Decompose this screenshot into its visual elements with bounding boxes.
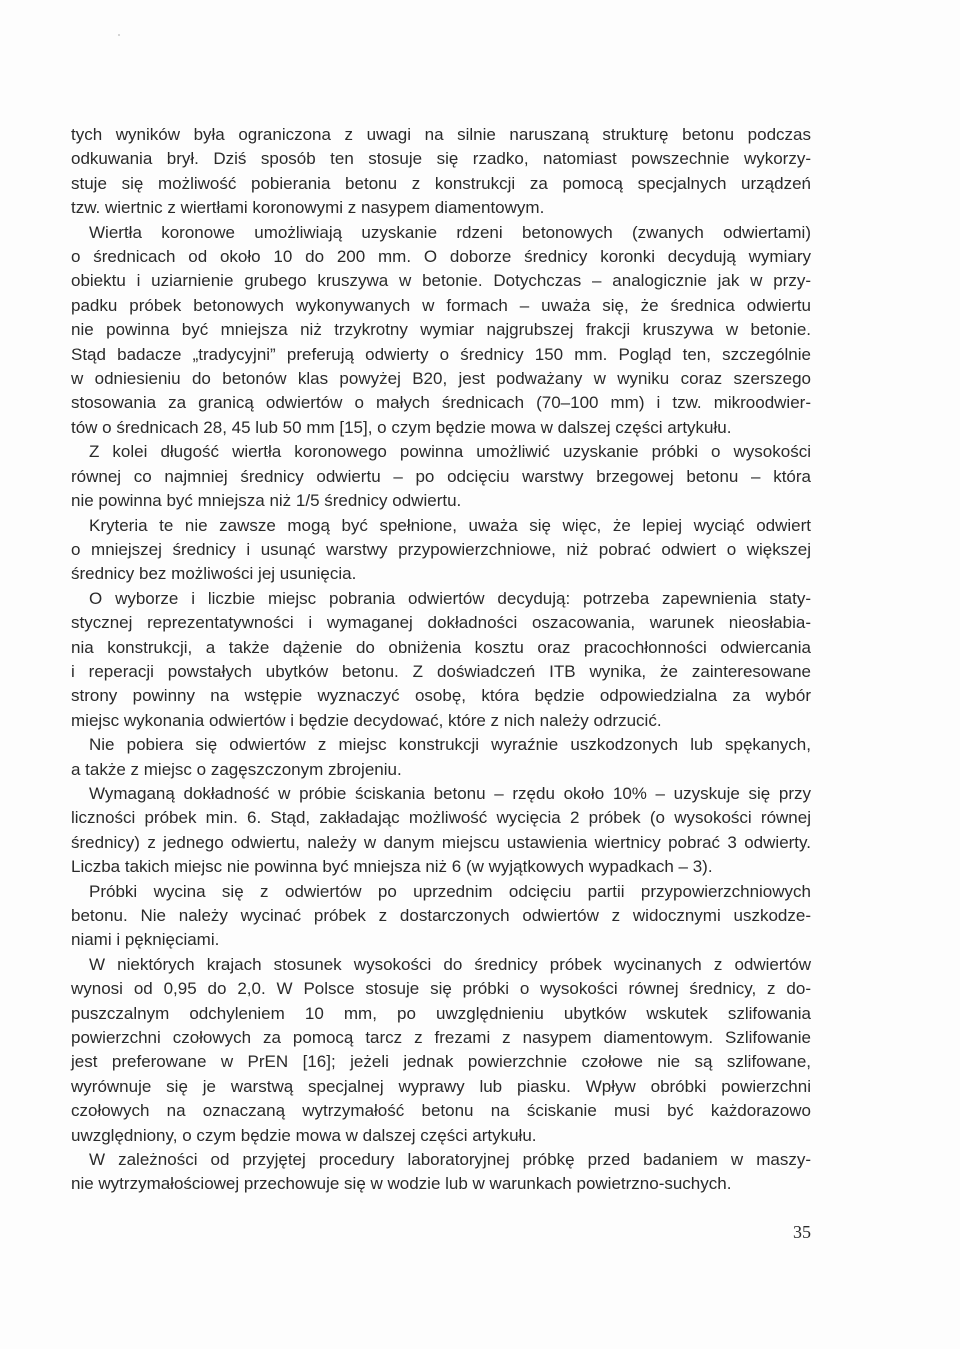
text-line: i reperacji powstałych ubytków betonu. Z doświadczeń ITB wynika, że zainteresowane (71, 661, 811, 681)
text-line: Próbki wycina się z odwiertów po uprzednim odcięciu partii przypowierzchniowych (89, 881, 811, 901)
text-line: strony powinny na wstępie wyznaczyć osobę, która będzie odpowiedzialna za wybór (71, 686, 811, 706)
text-line: średnicy) z jednego odwiertu, należy w danym miejscu ustawienia wiertnicy pobrać 3 odwierty. (71, 832, 811, 852)
text-line: nie powinna być mniejsza niż 1/5 średnicy odwiertu. (71, 491, 462, 511)
text-line: stuje się możliwość pobierania betonu z konstrukcji za pomocą specjalnych urządzeń (71, 173, 811, 193)
text-line: średnicy bez możliwości jej usunięcia. (71, 564, 357, 584)
scan-speck (118, 34, 120, 36)
text-line: Z kolei długość wiertła koronowego powinna umożliwić uzyskanie próbki o wysokości (89, 442, 811, 462)
text-line: Nie pobiera się odwiertów z miejsc konstrukcji wyraźnie uszkodzonych lub spękanych, (89, 735, 811, 755)
text-line: o średnicach od około 10 do 200 mm. O doborze średnicy koronki decydują wymiary (71, 247, 811, 267)
text-line: równej co najmniej średnicy odwiertu – po odcięciu warstwy brzegowej betonu – która (71, 466, 811, 486)
text-line: nie powinna być mniejsza niż trzykrotny wymiar najgrubszej frakcji kruszywa w betonie. (71, 320, 811, 340)
text-line: o mniejszej średnicy i usunąć warstwy przypowierzchniowe, niż pobrać odwiert o większej (71, 539, 811, 559)
text-line: stycznej reprezentatywności i wymaganej dokładności oszacowania, warunek nieosłabia- (71, 613, 811, 633)
text-line: tów o średnicach 28, 45 lub 50 mm [15], o czym będzie mowa w dalszej części artykułu. (71, 417, 732, 437)
text-line: betonu. Nie należy wycinać próbek z dostarczonych odwiertów z widocznymi uszkodze- (71, 906, 811, 925)
text-line: obiektu i uziarnienie grubego kruszywa w betonie. Dotychczas – analogicznie jak w przy- (71, 271, 811, 291)
text-line: uwzględniony, o czym będzie mowa w dalszej części artykułu. (71, 1125, 537, 1145)
text-line: odkuwania brył. Dziś sposób ten stosuje się rzadko, natomiast powszechnie wykorzy- (71, 149, 811, 169)
text-line: niami i pęknięciami. (71, 930, 220, 950)
text-line: stosowania za granicą odwiertów o małych średnicach (70–100 mm) i tzw. mikroodwier- (71, 393, 811, 413)
text-line: Liczba takich miejsc nie powinna być mniejsza niż 6 (w wyjątkowych wypadkach – 3). (71, 857, 713, 877)
text-line: W zależności od przyjętej procedury laboratoryjnej próbkę przed badaniem w maszy- (89, 1150, 811, 1170)
text-line: Wiertła koronowe umożliwiają uzyskanie rdzeni betonowych (zwanych odwiertami) (89, 222, 811, 242)
text-line: a także z miejsc o zagęszczonym zbrojeniu. (71, 759, 402, 779)
page-number: 35 (793, 1222, 811, 1242)
text-line: czołowych na oznaczaną wytrzymałość betonu na ściskanie musi być każdorazowo (71, 1101, 811, 1121)
text-line: padku próbek betonowych wykonywanych w formach – uważa się, że średnica odwiertu (71, 295, 811, 315)
text-line: wyrównuje się je warstwą specjalnej wyprawy lub piasku. Wpływ obróbki powierzchni (71, 1076, 811, 1096)
text-line: Wymaganą dokładność w próbie ściskania betonu – rzędu około 10% – uzyskuje się przy (89, 783, 811, 803)
text-line: O wyborze i liczbie miejsc pobrania odwiertów decydują: potrzeba zapewnienia staty- (89, 588, 811, 608)
text-line: nia konstrukcji, a także dążenie do obniżenia kosztu oraz pracochłonności odwiercania (71, 637, 811, 657)
text-line: jest preferowane w PrEN [16]; jeżeli jednak powierzchnie czołowe nie są szlifowane, (71, 1052, 811, 1072)
text-line: puszczalnym odchyleniem 10 mm, po uwzględnieniu ubytków wskutek szlifowania (71, 1003, 811, 1023)
text-line: nie wytrzymałościowej przechowuje się w wodzie lub w warunkach powietrzno-suchych. (71, 1174, 732, 1194)
text-line: tzw. wiertnic z wiertłami koronowymi z nasypem diamentowym. (71, 198, 545, 218)
text-line: liczności próbek min. 6. Stąd, zakładając możliwość wycięcia 2 próbek (o wysokości równej (71, 808, 811, 828)
text-line: Stąd badacze „tradycyjni” preferują odwierty o średnicy 150 mm. Pogląd ten, szczególnie (71, 344, 811, 364)
text-line: miejsc wykonania odwiertów i będzie decydować, które z nich należy odrzucić. (71, 710, 662, 730)
text-line: W niektórych krajach stosunek wysokości do średnicy próbek wycinanych z odwiertów (89, 954, 811, 974)
text-line: tych wyników była ograniczona z uwagi na silnie naruszaną strukturę betonu podczas (71, 125, 811, 144)
text-line: Kryteria te nie zawsze mogą być spełnione, uważa się więc, że lepiej wyciąć odwiert (89, 515, 811, 535)
text-line: w odniesieniu do betonów klas powyżej B20, jest podważany w wyniku coraz szerszego (71, 369, 811, 389)
text-line: powierzchni czołowych za pomocą tarcz z frezami z nasypem diamentowym. Szlifowanie (71, 1028, 811, 1048)
text-line: wynosi od 0,95 do 2,0. W Polsce stosuje się próbki o wysokości równej średnicy, z do- (71, 979, 811, 999)
body-text (71, 123, 811, 1197)
